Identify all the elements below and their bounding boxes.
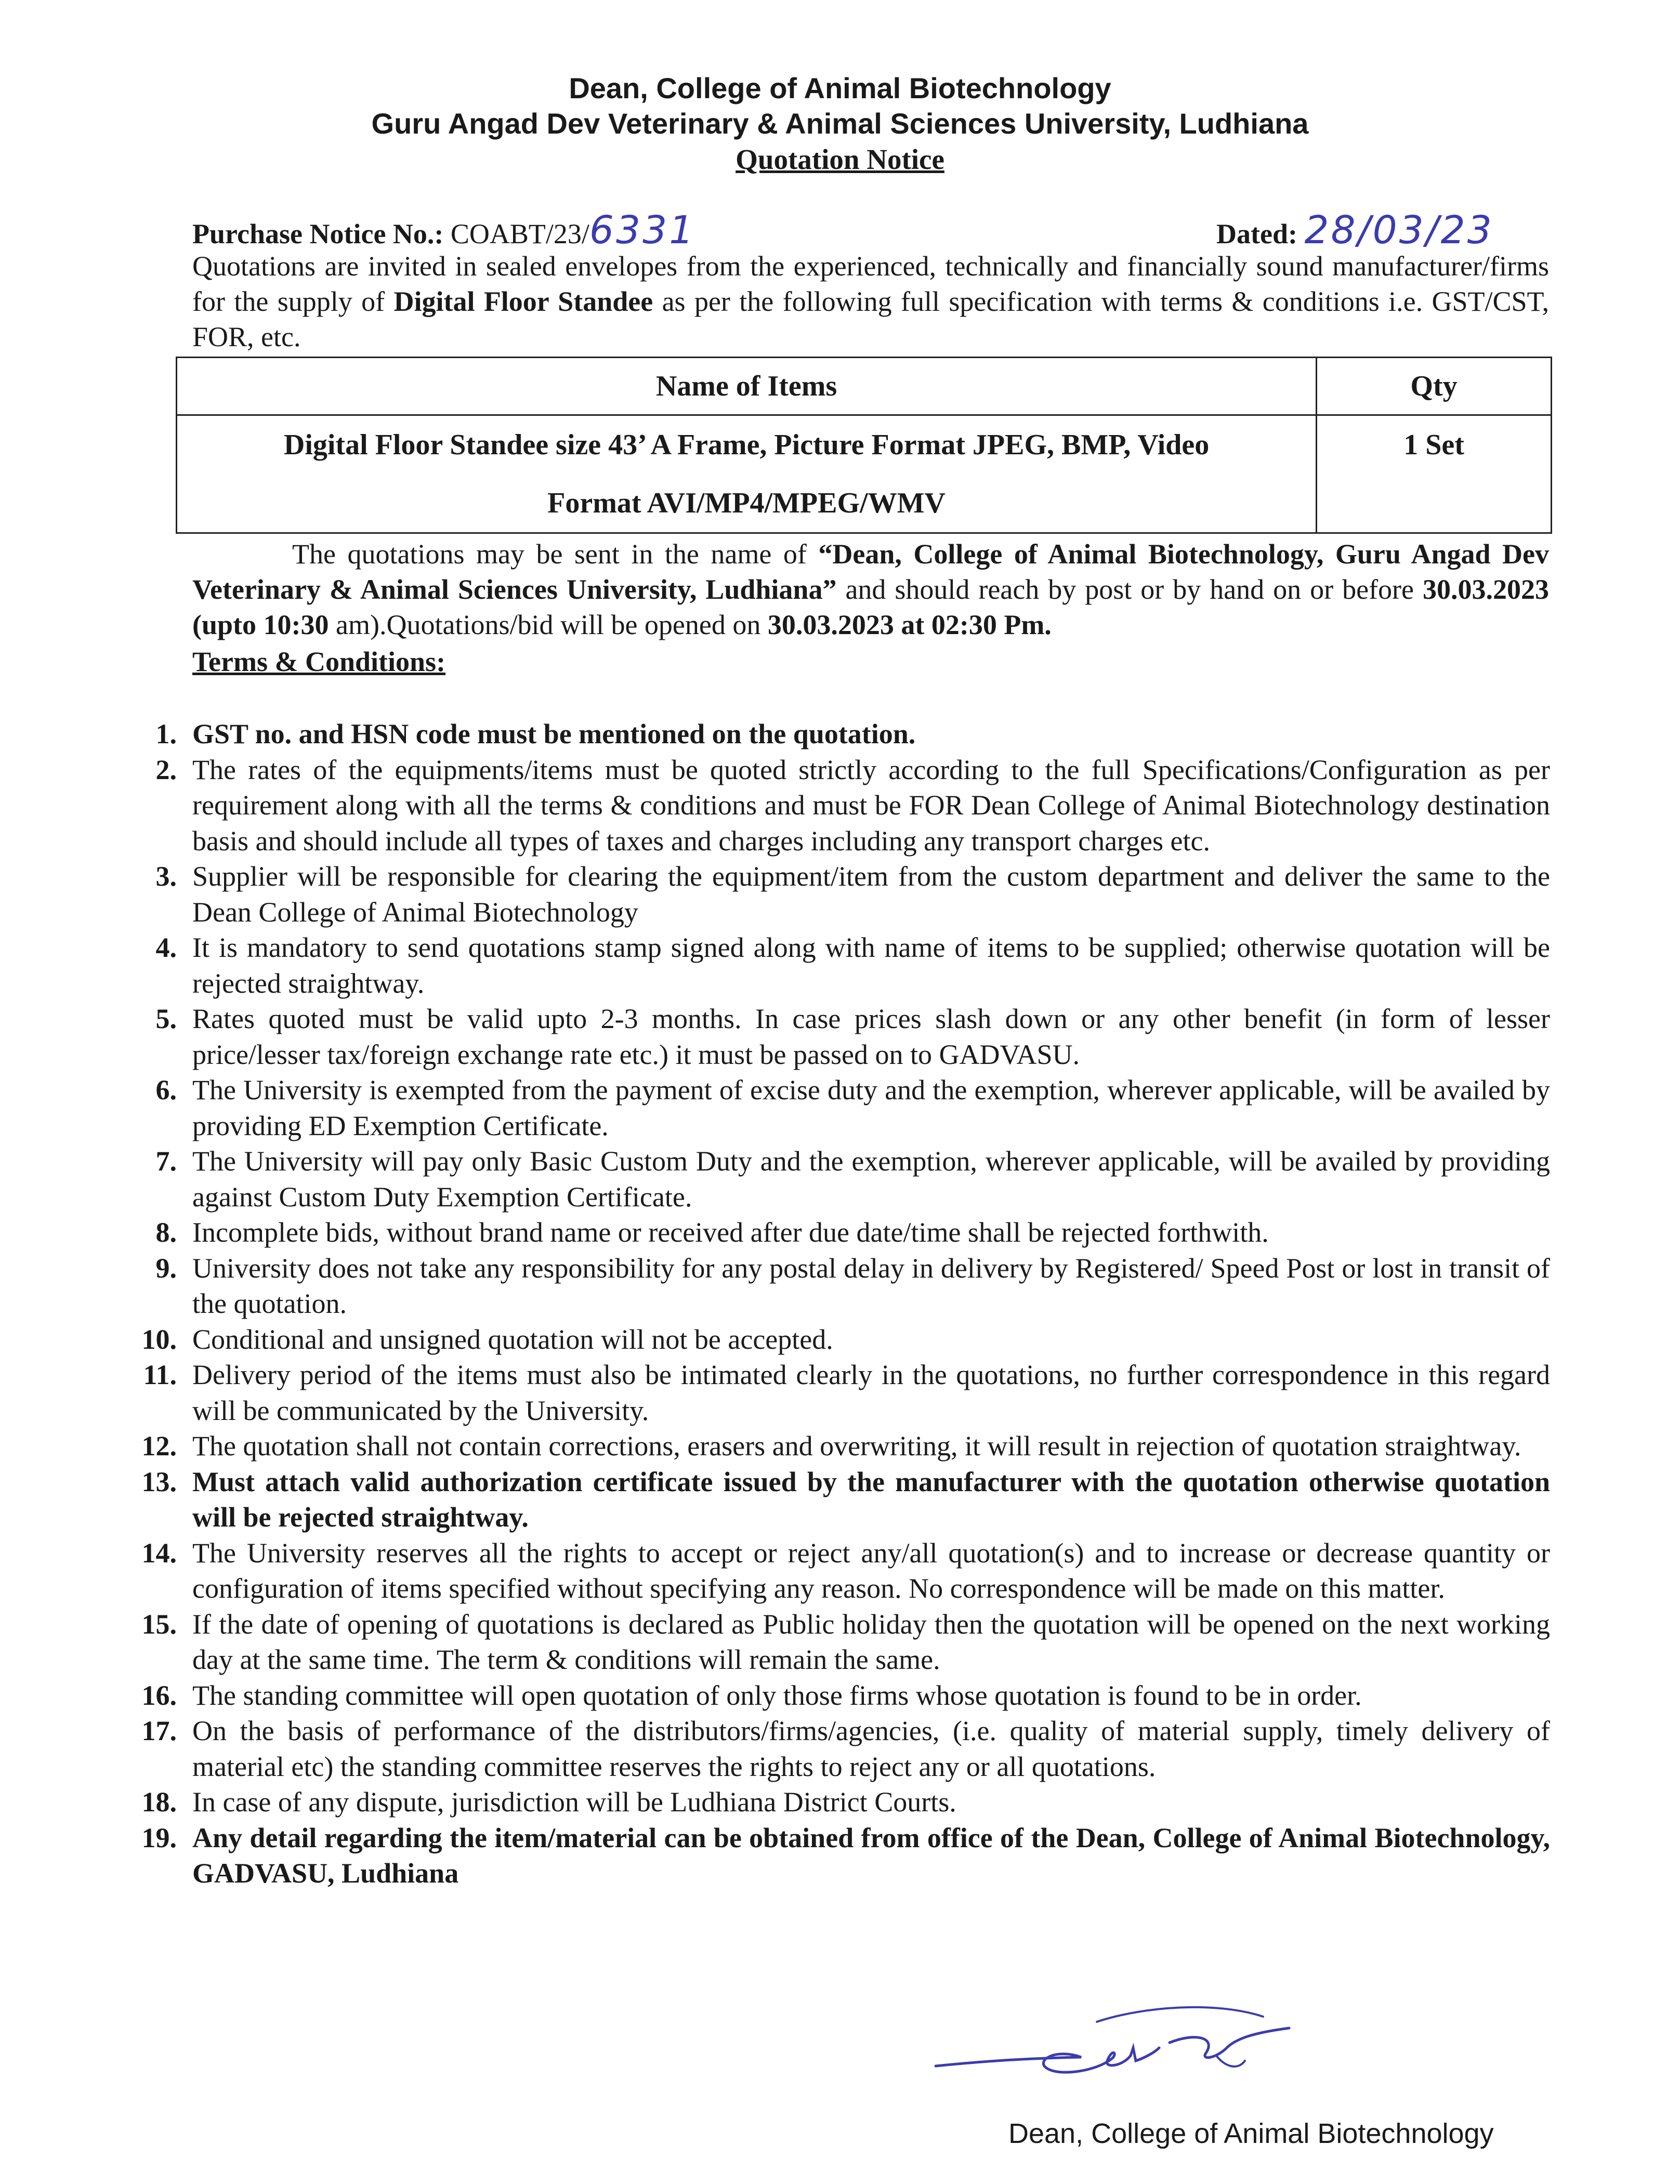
item-qty-cell: 1 Set xyxy=(1317,415,1552,533)
term-text: University does not take any responsibility for any postal delay in delivery by Registered/ Speed Post or lost in transit of the quotation. xyxy=(192,1252,1550,1319)
send-text-part3: am).Quotations/bid will be opened on xyxy=(329,609,768,640)
send-addressee: “Dean, College of Animal Biotechnology, Guru Angad Dev Veterinary & Animal Sciences University, Ludhiana” xyxy=(192,538,1549,605)
list-item xyxy=(120,1784,1550,1820)
term-number: 3. xyxy=(155,861,177,892)
term-number: 11. xyxy=(143,1359,177,1390)
term-text: If the date of opening of quotations is declared as Public holiday then the quotation will be opened on the next working day at the same time. The term & conditions will remain the same. xyxy=(192,1608,1550,1675)
term-number: 1. xyxy=(155,718,177,749)
term-text: The University is exempted from the payment of excise duty and the exemption, wherever applicable, will be availed by providing ED Exemption Certificate. xyxy=(192,1074,1550,1141)
table-row xyxy=(177,415,1552,533)
item-name-cell xyxy=(177,415,1317,533)
term-number: 8. xyxy=(155,1217,177,1248)
term-number: 10. xyxy=(141,1323,177,1355)
term-text: In case of any dispute, jurisdiction will be Ludhiana District Courts. xyxy=(192,1786,956,1818)
header-university-name: Guru Angad Dev Veterinary & Animal Sciences University, Ludhiana xyxy=(371,107,1309,140)
header-college-name: Dean, College of Animal Biotechnology xyxy=(569,72,1111,104)
list-item xyxy=(120,1713,1550,1784)
page-title: Quotation Notice xyxy=(736,143,944,175)
term-text: Delivery period of the items must also be intimated clearly in the quotations, no further correspondence in this regard will be communicated by the University. xyxy=(192,1359,1550,1426)
term-number: 6. xyxy=(155,1074,177,1106)
term-text: Incomplete bids, without brand name or received after due date/time shall be rejected forthwith. xyxy=(192,1217,1269,1248)
handwritten-notice-number: 6331 xyxy=(589,208,696,253)
term-text: The rates of the equipments/items must be quoted strictly according to the full Specifications/Configuration as per requirement along with all the terms & conditions and must be FOR Dean College of Animal Biotechnology destination basis and should include all types of taxes and charges including any transport charges etc. xyxy=(192,754,1550,857)
list-item xyxy=(120,716,1550,752)
list-item xyxy=(120,1678,1550,1714)
send-opening-time: 30.03.2023 at 02:30 Pm. xyxy=(767,609,1052,640)
term-number: 9. xyxy=(155,1252,177,1284)
term-number: 14. xyxy=(141,1537,177,1569)
term-number: 15. xyxy=(141,1608,177,1640)
notice-date xyxy=(1216,208,1494,253)
list-item xyxy=(120,1001,1550,1072)
term-text: Conditional and unsigned quotation will not be accepted. xyxy=(192,1323,833,1355)
list-item xyxy=(120,1143,1550,1215)
intro-text-part1: Quotations are invited in sealed envelopes from the experienced, technically and financially sound manufacturer/firms for the supply of xyxy=(192,251,1549,317)
term-text: Any detail regarding the item/material can be obtained from office of the Dean, College of Animal Biotechnology, GADVASU, Ludhiana xyxy=(192,1822,1550,1889)
list-item xyxy=(120,930,1550,1001)
term-number: 4. xyxy=(155,932,177,963)
term-number: 19. xyxy=(141,1822,177,1853)
term-text: GST no. and HSN code must be mentioned on the quotation. xyxy=(192,718,916,749)
term-number: 5. xyxy=(155,1003,177,1034)
term-number: 12. xyxy=(141,1430,177,1462)
term-text: Must attach valid authorization certificate issued by the manufacturer with the quotation otherwise quotation will be rejected straightway. xyxy=(192,1466,1550,1533)
term-text: The University reserves all the rights to accept or reject any/all quotation(s) and to increase or decrease quantity or configuration of items specified without specifying any reason. No correspondence will be made on this matter. xyxy=(192,1537,1550,1604)
list-item xyxy=(120,1251,1550,1322)
items-table xyxy=(176,357,1552,534)
send-text-part2: and should reach by post or by hand on or before xyxy=(836,574,1423,605)
term-number: 7. xyxy=(155,1146,177,1177)
purchase-notice-label: Purchase Notice No.: xyxy=(192,218,444,249)
purchase-notice-number xyxy=(192,208,696,253)
send-deadline: 30.03.2023 (upto 10:30 xyxy=(192,574,1549,640)
list-item xyxy=(120,1072,1550,1143)
term-number: 17. xyxy=(141,1715,177,1746)
list-item xyxy=(120,1535,1550,1607)
item-name-line1: Digital Floor Standee size 43’ A Frame, Picture Format JPEG, BMP, Video xyxy=(283,429,1210,461)
list-item xyxy=(120,1322,1550,1358)
terms-list xyxy=(120,716,1550,1891)
term-text: It is mandatory to send quotations stamp signed along with name of items to be supplied; otherwise quotation will be rejected straightway. xyxy=(192,932,1550,999)
list-item xyxy=(120,1464,1550,1535)
list-item xyxy=(120,859,1550,930)
term-text: Rates quoted must be valid upto 2-3 months. In case prices slash down or any other benefit (in form of lesser price/lesser tax/foreign exchange rate etc.) it must be passed on to GADVASU. xyxy=(192,1003,1550,1070)
term-text: The University will pay only Basic Custom Duty and the exemption, wherever applicable, will be availed by providing against Custom Duty Exemption Certificate. xyxy=(192,1146,1550,1213)
column-header-qty: Qty xyxy=(1317,358,1552,415)
term-text: On the basis of performance of the distributors/firms/agencies, (i.e. quality of material supply, timely delivery of material etc) the standing committee reserves the rights to reject any or all quotations. xyxy=(192,1715,1550,1782)
footer-signatory: Dean, College of Animal Biotechnology xyxy=(1008,2118,1494,2149)
list-item xyxy=(120,1215,1550,1251)
intro-item-name: Digital Floor Standee xyxy=(393,286,653,317)
dated-label: Dated: xyxy=(1216,218,1297,249)
purchase-notice-prefix: COABT/23/ xyxy=(450,218,589,249)
list-item xyxy=(120,1428,1550,1464)
term-number: 16. xyxy=(141,1679,177,1711)
send-text-part1: The quotations may be sent in the name of xyxy=(292,538,819,570)
items-table-header-row xyxy=(177,358,1552,415)
term-text: The standing committee will open quotation of only those firms whose quotation is found to be in order. xyxy=(192,1679,1362,1711)
list-item xyxy=(120,1357,1550,1428)
list-item xyxy=(120,1607,1550,1678)
submission-paragraph xyxy=(192,536,1549,642)
term-number: 13. xyxy=(141,1466,177,1497)
term-number: 18. xyxy=(141,1786,177,1818)
term-text: Supplier will be responsible for clearing the equipment/item from the custom department and deliver the same to the Dean College of Animal Biotechnology xyxy=(192,861,1550,928)
term-text: The quotation shall not contain corrections, erasers and overwriting, it will result in rejection of quotation straightway. xyxy=(192,1430,1521,1462)
list-item xyxy=(120,752,1550,859)
term-number: 2. xyxy=(155,754,177,785)
intro-paragraph xyxy=(192,248,1549,354)
terms-title: Terms & Conditions: xyxy=(192,646,446,677)
item-name-line2: Format AVI/MP4/MPEG/WMV xyxy=(547,487,946,519)
column-header-name: Name of Items xyxy=(177,358,1317,415)
list-item xyxy=(120,1820,1550,1891)
handwritten-date: 28/03/23 xyxy=(1304,208,1494,253)
signature-icon xyxy=(925,1970,1320,2095)
intro-text-part2: as per the following full specification with terms & conditions i.e. GST/CST, FOR, etc. xyxy=(192,286,1549,352)
